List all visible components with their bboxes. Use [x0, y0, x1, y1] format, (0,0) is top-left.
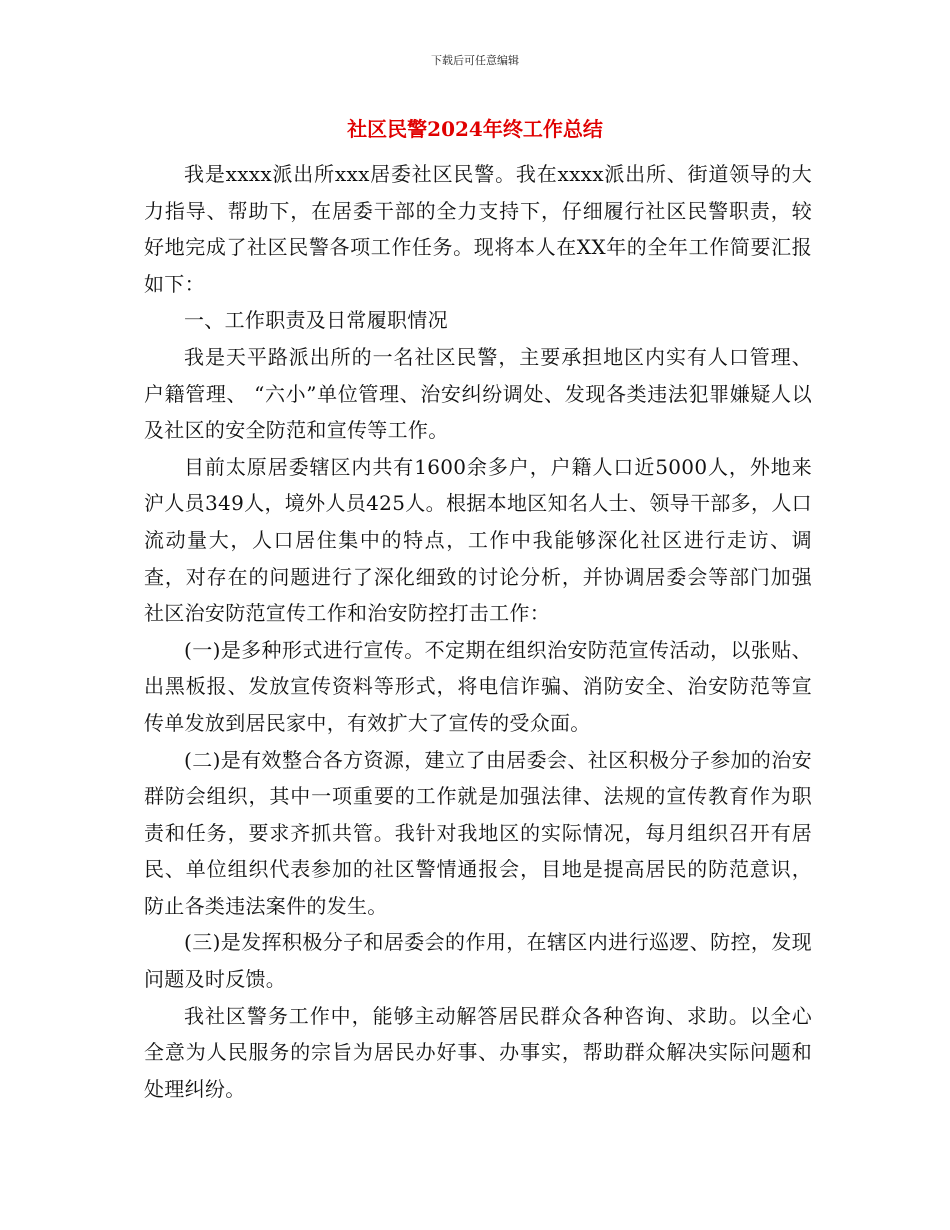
- document-title: 社区民警2024年终工作总结: [347, 117, 603, 141]
- paragraph-item-publicity: (一)是多种形式进行宣传。不定期在组织治安防范宣传活动，以张贴、出黑板报、发放宣传资料等形式，将电信诈骗、消防安全、治安防范等宣传单发放到居民家中，有效扩大了宣传的受众面。: [144, 637, 812, 735]
- document-body: [144, 156, 812, 1107]
- paragraph-item-patrol: (三)是发挥积极分子和居委会的作用，在辖区内进行巡逻、防控，发现问题及时反馈。: [144, 930, 812, 992]
- section-heading-duties: 一、工作职责及日常履职情况: [184, 308, 448, 333]
- paragraph-service: 我社区警务工作中，能够主动解答居民群众各种咨询、求助。以全心全意为人民服务的宗旨为居民办好事、办事实，帮助群众解决实际问题和处理纠纷。: [144, 1003, 812, 1101]
- paragraph-item-resources: (二)是有效整合各方资源，建立了由居委会、社区积极分子参加的治安群防会组织，其中一项重要的工作就是加强法律、法规的宣传教育作为职责和任务，要求齐抓共管。我针对我地区的实际情况，每月组织召开有居民、单位组织代表参加的社区警情通报会，目地是提高居民的防范意识，防止各类违法案件的发生。: [144, 747, 812, 918]
- paragraph-district-overview: 目前太原居委辖区内共有1600余多户，户籍人口近5000人，外地来沪人员349人，境外人员425人。根据本地区知名人士、领导干部多，人口流动量大，人口居住集中的特点，工作中我能够深化社区进行走访、调查，对存在的问题进行了深化细致的讨论分析，并协调居委会等部门加强社区治安防范宣传工作和治安防控打击工作：: [144, 454, 812, 626]
- paragraph-intro: 我是xxxx派出所xxx居委社区民警。我在xxxx派出所、街道领导的大力指导、帮助下，在居委干部的全力支持下，仔细履行社区民警职责，较好地完成了社区民警各项工作任务。现将本人在XX年的全年工作简要汇报如下：: [144, 162, 812, 296]
- page-header-note: 下载后可任意编辑: [431, 54, 519, 67]
- paragraph-responsibilities: 我是天平路派出所的一名社区民警，主要承担地区内实有人口管理、户籍管理、 “六小”单位管理、治安纠纷调处、发现各类违法犯罪嫌疑人以及社区的安全防范和宣传等工作。: [144, 344, 812, 443]
